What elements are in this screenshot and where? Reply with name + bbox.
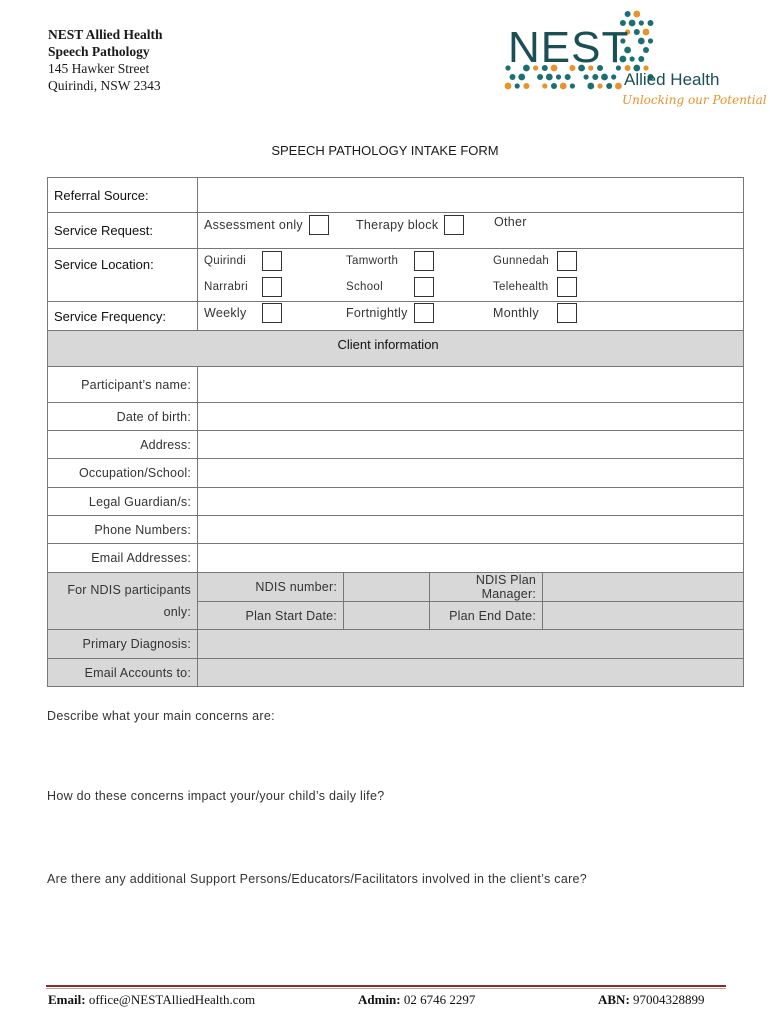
option-therapy-block[interactable] (356, 215, 464, 235)
logo-dot (537, 74, 543, 80)
email-accounts-label: Email Accounts to: (48, 659, 198, 687)
location-school-label: School (346, 281, 383, 293)
location-quirindi-label: Quirindi (204, 255, 247, 267)
logo-dot (601, 74, 608, 81)
footer-email (48, 992, 255, 1008)
location-tamworth-label: Tamworth (346, 255, 399, 267)
footer-abn-value: 97004328899 (633, 992, 705, 1007)
ndis-row-1 (48, 573, 744, 602)
dob-row (48, 403, 744, 431)
location-narrabri-label: Narrabri (204, 281, 248, 293)
logo-dot (648, 20, 654, 26)
dob-field[interactable] (198, 403, 744, 431)
service-location-label: Service Location: (48, 249, 198, 302)
logo-dot (570, 83, 575, 88)
primary-diagnosis-field[interactable] (198, 630, 744, 659)
footer-admin-value: 02 6746 2297 (403, 992, 476, 1007)
org-street: 145 Hawker Street (48, 61, 150, 76)
phone-label: Phone Numbers: (48, 516, 198, 544)
location-gunnedah[interactable] (493, 251, 577, 271)
logo-word: NEST (508, 23, 630, 72)
location-telehealth-label: Telehealth (493, 281, 549, 293)
quirindi-checkbox[interactable] (262, 251, 282, 271)
service-location-options (198, 249, 744, 302)
dob-label: Date of birth: (48, 403, 198, 431)
logo-subtitle: Allied Health (624, 70, 720, 89)
logo-dot (560, 83, 567, 90)
school-checkbox[interactable] (414, 277, 434, 297)
logo-tagline: Unlocking our Potential (622, 93, 767, 107)
logo-dot (611, 74, 616, 79)
frequency-monthly[interactable] (493, 303, 577, 323)
email-field[interactable] (198, 544, 744, 573)
plan-start-label: Plan Start Date: (198, 602, 344, 630)
frequency-weekly-label: Weekly (204, 306, 247, 320)
location-telehealth[interactable] (493, 277, 577, 297)
narrabri-checkbox[interactable] (262, 277, 282, 297)
footer-rule (46, 985, 726, 987)
plan-start-field[interactable] (344, 602, 430, 630)
logo-dot (643, 29, 650, 36)
logo-dot (630, 56, 635, 61)
frequency-monthly-label: Monthly (493, 306, 539, 320)
logo-dot (629, 20, 636, 27)
address-label: Address: (48, 431, 198, 459)
question-daily-life-impact: How do these concerns impact your/your child’s daily life? (47, 789, 385, 803)
guardian-label: Legal Guardian/s: (48, 488, 198, 516)
logo-dot (556, 74, 561, 79)
location-narrabri[interactable] (204, 277, 282, 297)
guardian-field[interactable] (198, 488, 744, 516)
referral-source-field[interactable] (198, 178, 744, 213)
address-field[interactable] (198, 431, 744, 459)
logo-dot (597, 83, 602, 88)
logo-dot (510, 74, 516, 80)
location-tamworth[interactable] (346, 251, 434, 271)
question-main-concerns: Describe what your main concerns are: (47, 709, 275, 723)
footer-email-value[interactable]: office@NESTAlliedHealth.com (88, 992, 256, 1007)
ndis-plan-manager-field[interactable] (543, 573, 744, 602)
logo-dot (551, 83, 557, 89)
client-information-header: Client information (337, 337, 439, 352)
frequency-weekly[interactable] (204, 303, 282, 323)
logo-dot (515, 83, 520, 88)
ndis-plan-manager-label: NDIS Plan Manager: (430, 573, 543, 602)
gunnedah-checkbox[interactable] (557, 251, 577, 271)
logo-dot (638, 56, 644, 62)
email-accounts-field[interactable] (198, 659, 744, 687)
logo-dot (542, 83, 547, 88)
logo-dot (584, 74, 589, 79)
plan-end-field[interactable] (543, 602, 744, 630)
service-request-options (198, 213, 744, 249)
service-request-label: Service Request: (48, 213, 198, 249)
primary-diagnosis-row (48, 630, 744, 659)
org-city: Quirindi, NSW 2343 (48, 78, 161, 93)
tamworth-checkbox[interactable] (414, 251, 434, 271)
location-gunnedah-label: Gunnedah (493, 255, 550, 267)
location-quirindi[interactable] (204, 251, 282, 271)
logo-dot (587, 83, 594, 90)
option-assessment-only-label: Assessment only (204, 218, 303, 232)
form-title: SPEECH PATHOLOGY INTAKE FORM (271, 143, 499, 158)
logo-dot (606, 83, 612, 89)
frequency-fortnightly-label: Fortnightly (346, 306, 408, 320)
nest-logo (500, 4, 767, 122)
logo-dot (518, 74, 525, 81)
footer-abn-label: ABN: (598, 992, 630, 1007)
option-other[interactable] (494, 215, 527, 229)
fortnightly-checkbox[interactable] (414, 303, 434, 323)
logo-dot (625, 11, 631, 17)
ndis-number-field[interactable] (344, 573, 430, 602)
assessment-only-checkbox[interactable] (309, 215, 329, 235)
phone-row (48, 516, 744, 544)
question-support-persons: Are there any additional Support Persons/Educators/Facilitators involved in the client’s care? (47, 872, 588, 886)
telehealth-checkbox[interactable] (557, 277, 577, 297)
frequency-fortnightly[interactable] (346, 303, 434, 323)
logo-dot (643, 47, 649, 53)
footer-rule-thin (46, 988, 726, 989)
email-row (48, 544, 744, 573)
logo-dot (505, 83, 512, 90)
address-row (48, 431, 744, 459)
org-department: Speech Pathology (48, 44, 150, 59)
therapy-block-checkbox[interactable] (444, 215, 464, 235)
logo-dot (633, 11, 640, 18)
primary-diagnosis-label: Primary Diagnosis: (48, 630, 198, 659)
client-information-row (48, 331, 744, 367)
occupation-field[interactable] (198, 459, 744, 488)
logo-dot (546, 74, 553, 81)
logo-dot (592, 74, 598, 80)
ndis-number-label: NDIS number: (198, 573, 344, 602)
intake-form-table (47, 177, 744, 687)
service-location-row (48, 249, 744, 302)
option-assessment-only[interactable] (204, 215, 329, 235)
plan-end-label: Plan End Date: (430, 602, 543, 630)
participant-name-row (48, 367, 744, 403)
footer-abn (598, 992, 705, 1008)
phone-field[interactable] (198, 516, 744, 544)
location-school[interactable] (346, 277, 434, 297)
logo-dot (639, 20, 644, 25)
occupation-row (48, 459, 744, 488)
logo-dot (565, 74, 571, 80)
service-frequency-label: Service Frequency: (48, 302, 198, 331)
ndis-label: For NDIS participants only: (48, 573, 198, 630)
email-label: Email Addresses: (48, 544, 198, 573)
logo-dot (523, 83, 529, 89)
footer-admin-label: Admin: (358, 992, 401, 1007)
option-therapy-block-label: Therapy block (356, 218, 439, 232)
service-frequency-row (48, 302, 744, 331)
logo-dot (615, 83, 622, 90)
option-other-label: Other (494, 215, 527, 229)
footer-admin (358, 992, 475, 1008)
referral-source-label: Referral Source: (48, 178, 198, 213)
organisation-address (48, 26, 163, 94)
occupation-label: Occupation/School: (48, 459, 198, 488)
referral-source-row (48, 178, 744, 213)
logo-dot (634, 29, 640, 35)
service-frequency-options (198, 302, 744, 331)
logo-dot (638, 38, 645, 45)
service-request-row (48, 213, 744, 249)
logo-dot (648, 38, 653, 43)
email-accounts-row (48, 659, 744, 687)
monthly-checkbox[interactable] (557, 303, 577, 323)
org-name: NEST Allied Health (48, 27, 163, 42)
footer-email-label: Email: (48, 992, 86, 1007)
weekly-checkbox[interactable] (262, 303, 282, 323)
participant-name-label: Participant’s name: (48, 367, 198, 403)
guardian-row (48, 488, 744, 516)
participant-name-field[interactable] (198, 367, 744, 403)
